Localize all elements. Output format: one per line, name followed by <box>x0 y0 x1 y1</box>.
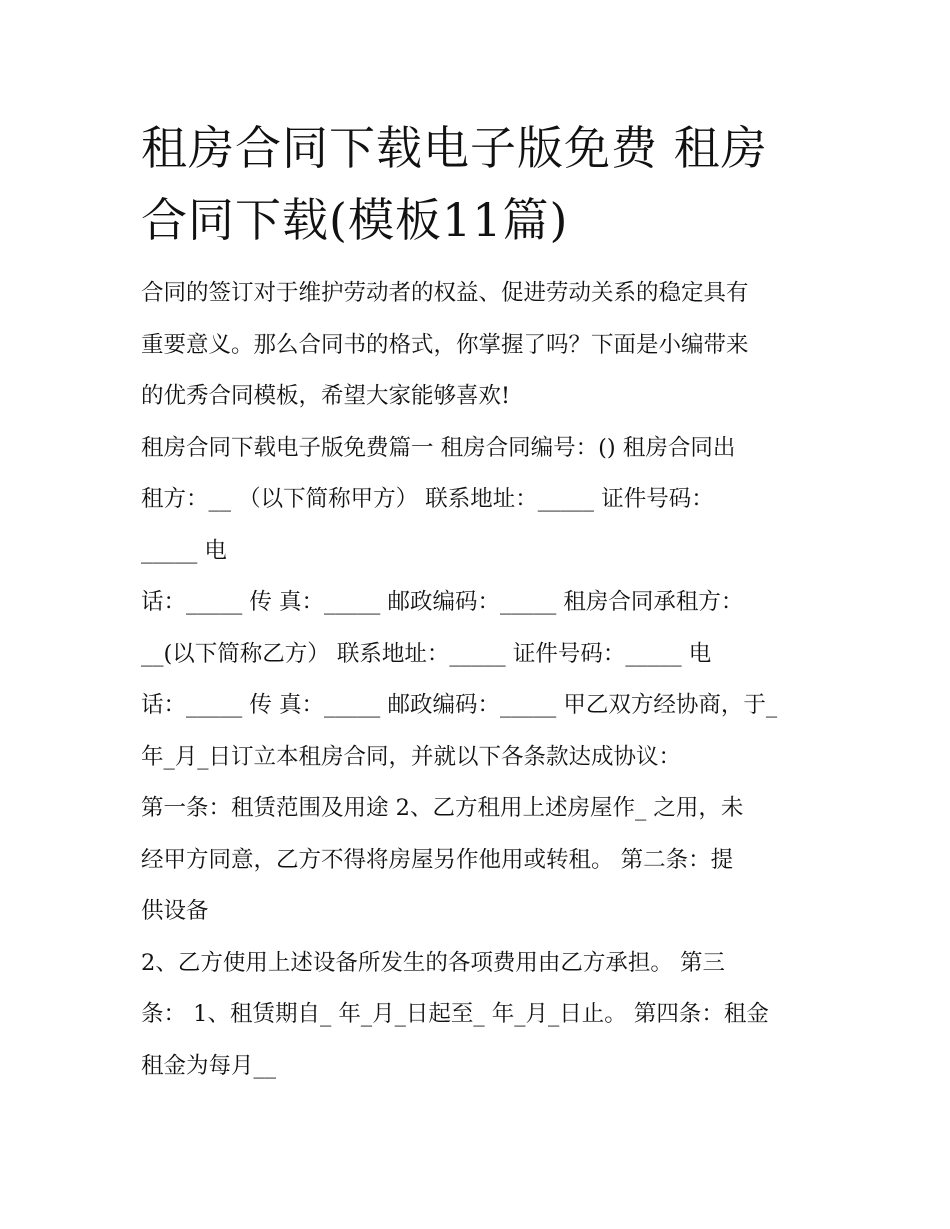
body-line: 租方：__ （以下简称甲方） 联系地址：_____ 证件号码： <box>141 486 714 512</box>
body-line: 供设备 <box>141 898 209 924</box>
title-line-2: 合同下载(模板11篇) <box>141 193 569 247</box>
body-line: 2、乙方使用上述设备所发生的各项费用由乙方承担。 第三 <box>141 949 725 976</box>
body-line: 合同的签订对于维护劳动者的权益、促进劳动关系的稳定具有 <box>141 280 749 306</box>
body-line: 重要意义。那么合同书的格式，你掌握了吗？下面是小编带来 <box>141 331 749 358</box>
body-line: _____ 电 <box>141 537 227 564</box>
body-line: 租金为每月__ <box>141 1052 277 1079</box>
body-line: 租房合同下载电子版免费篇一 租房合同编号：() 租房合同出 <box>141 434 736 461</box>
body-line: 话：_____ 传 真：_____ 邮政编码：_____ 租房合同承租方： <box>141 589 744 615</box>
document-body <box>141 268 809 1092</box>
body-line: 话：_____ 传 真：_____ 邮政编码：_____ 甲乙双方经协商，于_ <box>141 692 778 718</box>
document-page <box>141 112 809 1092</box>
body-line: 第一条：租赁范围及用途 2、乙方租用上述房屋作_ 之用，未 <box>141 795 744 821</box>
body-line: 条： 1、租赁期自_ 年_月_日起至_ 年_月_日止。 第四条：租金 <box>141 1001 769 1027</box>
body-line: 经甲方同意，乙方不得将房屋另作他用或转租。 第二条：提 <box>141 846 734 873</box>
document-title <box>141 112 809 256</box>
body-line: 的优秀合同模板，希望大家能够喜欢! <box>141 383 511 409</box>
body-line: 年_月_日订立本租房合同，并就以下各条款达成协议： <box>141 743 682 770</box>
title-line-1: 租房合同下载电子版免费 租房 <box>141 121 768 175</box>
body-line: __(以下简称乙方） 联系地址：_____ 证件号码：_____ 电 <box>141 640 712 667</box>
